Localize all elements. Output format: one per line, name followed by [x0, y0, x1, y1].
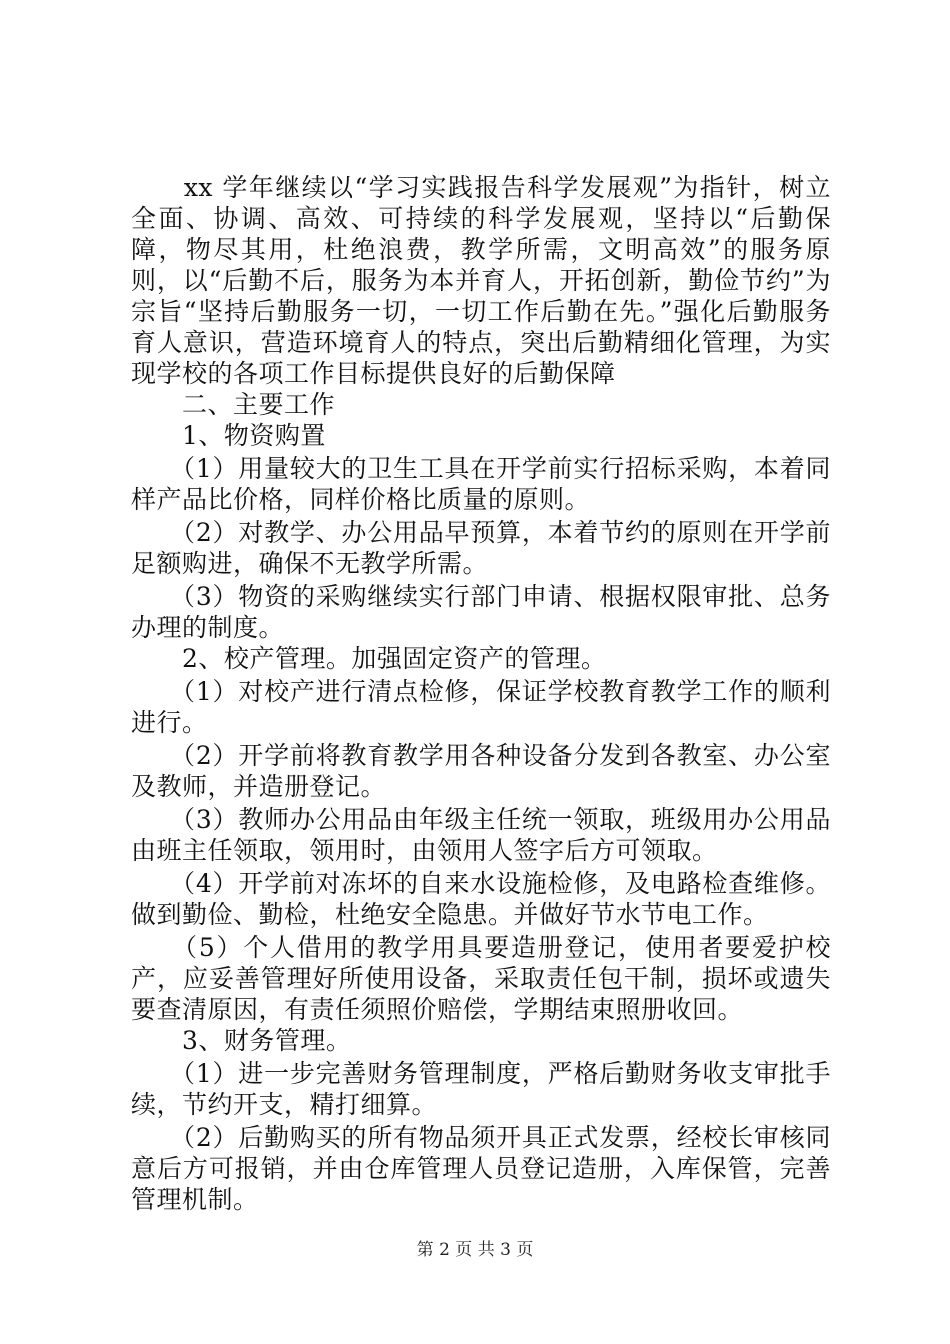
paragraph-asset-3: （3）教师办公用品由年级主任统一领取，班级用办公用品由班主任领取，领用时，由领用人签字后方可领取。	[131, 805, 831, 865]
heading-finance-management: 3、财务管理。	[131, 1026, 352, 1055]
document-body	[131, 172, 831, 1215]
paragraph-asset-5: （5）个人借用的教学用具要造册登记，使用者要爱护校产，应妥善管理好所使用设备，采取责任包干制，损坏或遗失要查清原因，有责任须照价赔偿，学期结束照册收回。	[131, 933, 831, 1024]
page-number-footer: 第 2 页 共 3 页	[416, 1240, 534, 1260]
paragraph-finance-2: （2）后勤购买的所有物品须开具正式发票，经校长审核同意后方可报销，并由仓库管理人员登记造册，入库保管，完善管理机制。	[131, 1123, 831, 1214]
paragraph-intro: xx 学年继续以“学习实践报告科学发展观”为指针，树立全面、协调、高效、可持续的科学发展观，坚持以“后勤保障，物尽其用，杜绝浪费，教学所需，文明高效”的服务原则，以“后勤不后，服务为本并育人，开拓创新，勤俭节约”为宗旨“坚持后勤服务一切，一切工作后勤在先。”强化后勤服务育人意识，营造环境育人的特点，突出后勤精细化管理，为实现学校的各项工作目标提供良好的后勤保障	[131, 173, 831, 388]
paragraph-purchase-3: （3）物资的采购继续实行部门申请、根据权限审批、总务办理的制度。	[131, 582, 831, 642]
heading-main-work: 二、主要工作	[131, 390, 336, 419]
paragraph-finance-1: （1）进一步完善财务管理制度，严格后勤财务收支审批手续，节约开支，精打细算。	[131, 1059, 831, 1119]
heading-material-purchase: 1、物资购置	[131, 421, 326, 450]
paragraph-asset-4: （4）开学前对冻坏的自来水设施检修，及电路检查维修。做到勤俭、勤检，杜绝安全隐患。并做好节水节电工作。	[131, 869, 831, 929]
paragraph-purchase-2: （2）对教学、办公用品早预算，本着节约的原则在开学前足额购进，确保不无教学所需。	[131, 518, 831, 578]
heading-asset-management: 2、校产管理。加强固定资产的管理。	[131, 644, 607, 673]
paragraph-purchase-1: （1）用量较大的卫生工具在开学前实行招标采购，本着同样产品比价格，同样价格比质量的原则。	[131, 454, 831, 514]
paragraph-asset-1: （1）对校产进行清点检修，保证学校教育教学工作的顺利进行。	[131, 677, 831, 737]
paragraph-asset-2: （2）开学前将教育教学用各种设备分发到各教室、办公室及教师，并造册登记。	[131, 741, 831, 801]
